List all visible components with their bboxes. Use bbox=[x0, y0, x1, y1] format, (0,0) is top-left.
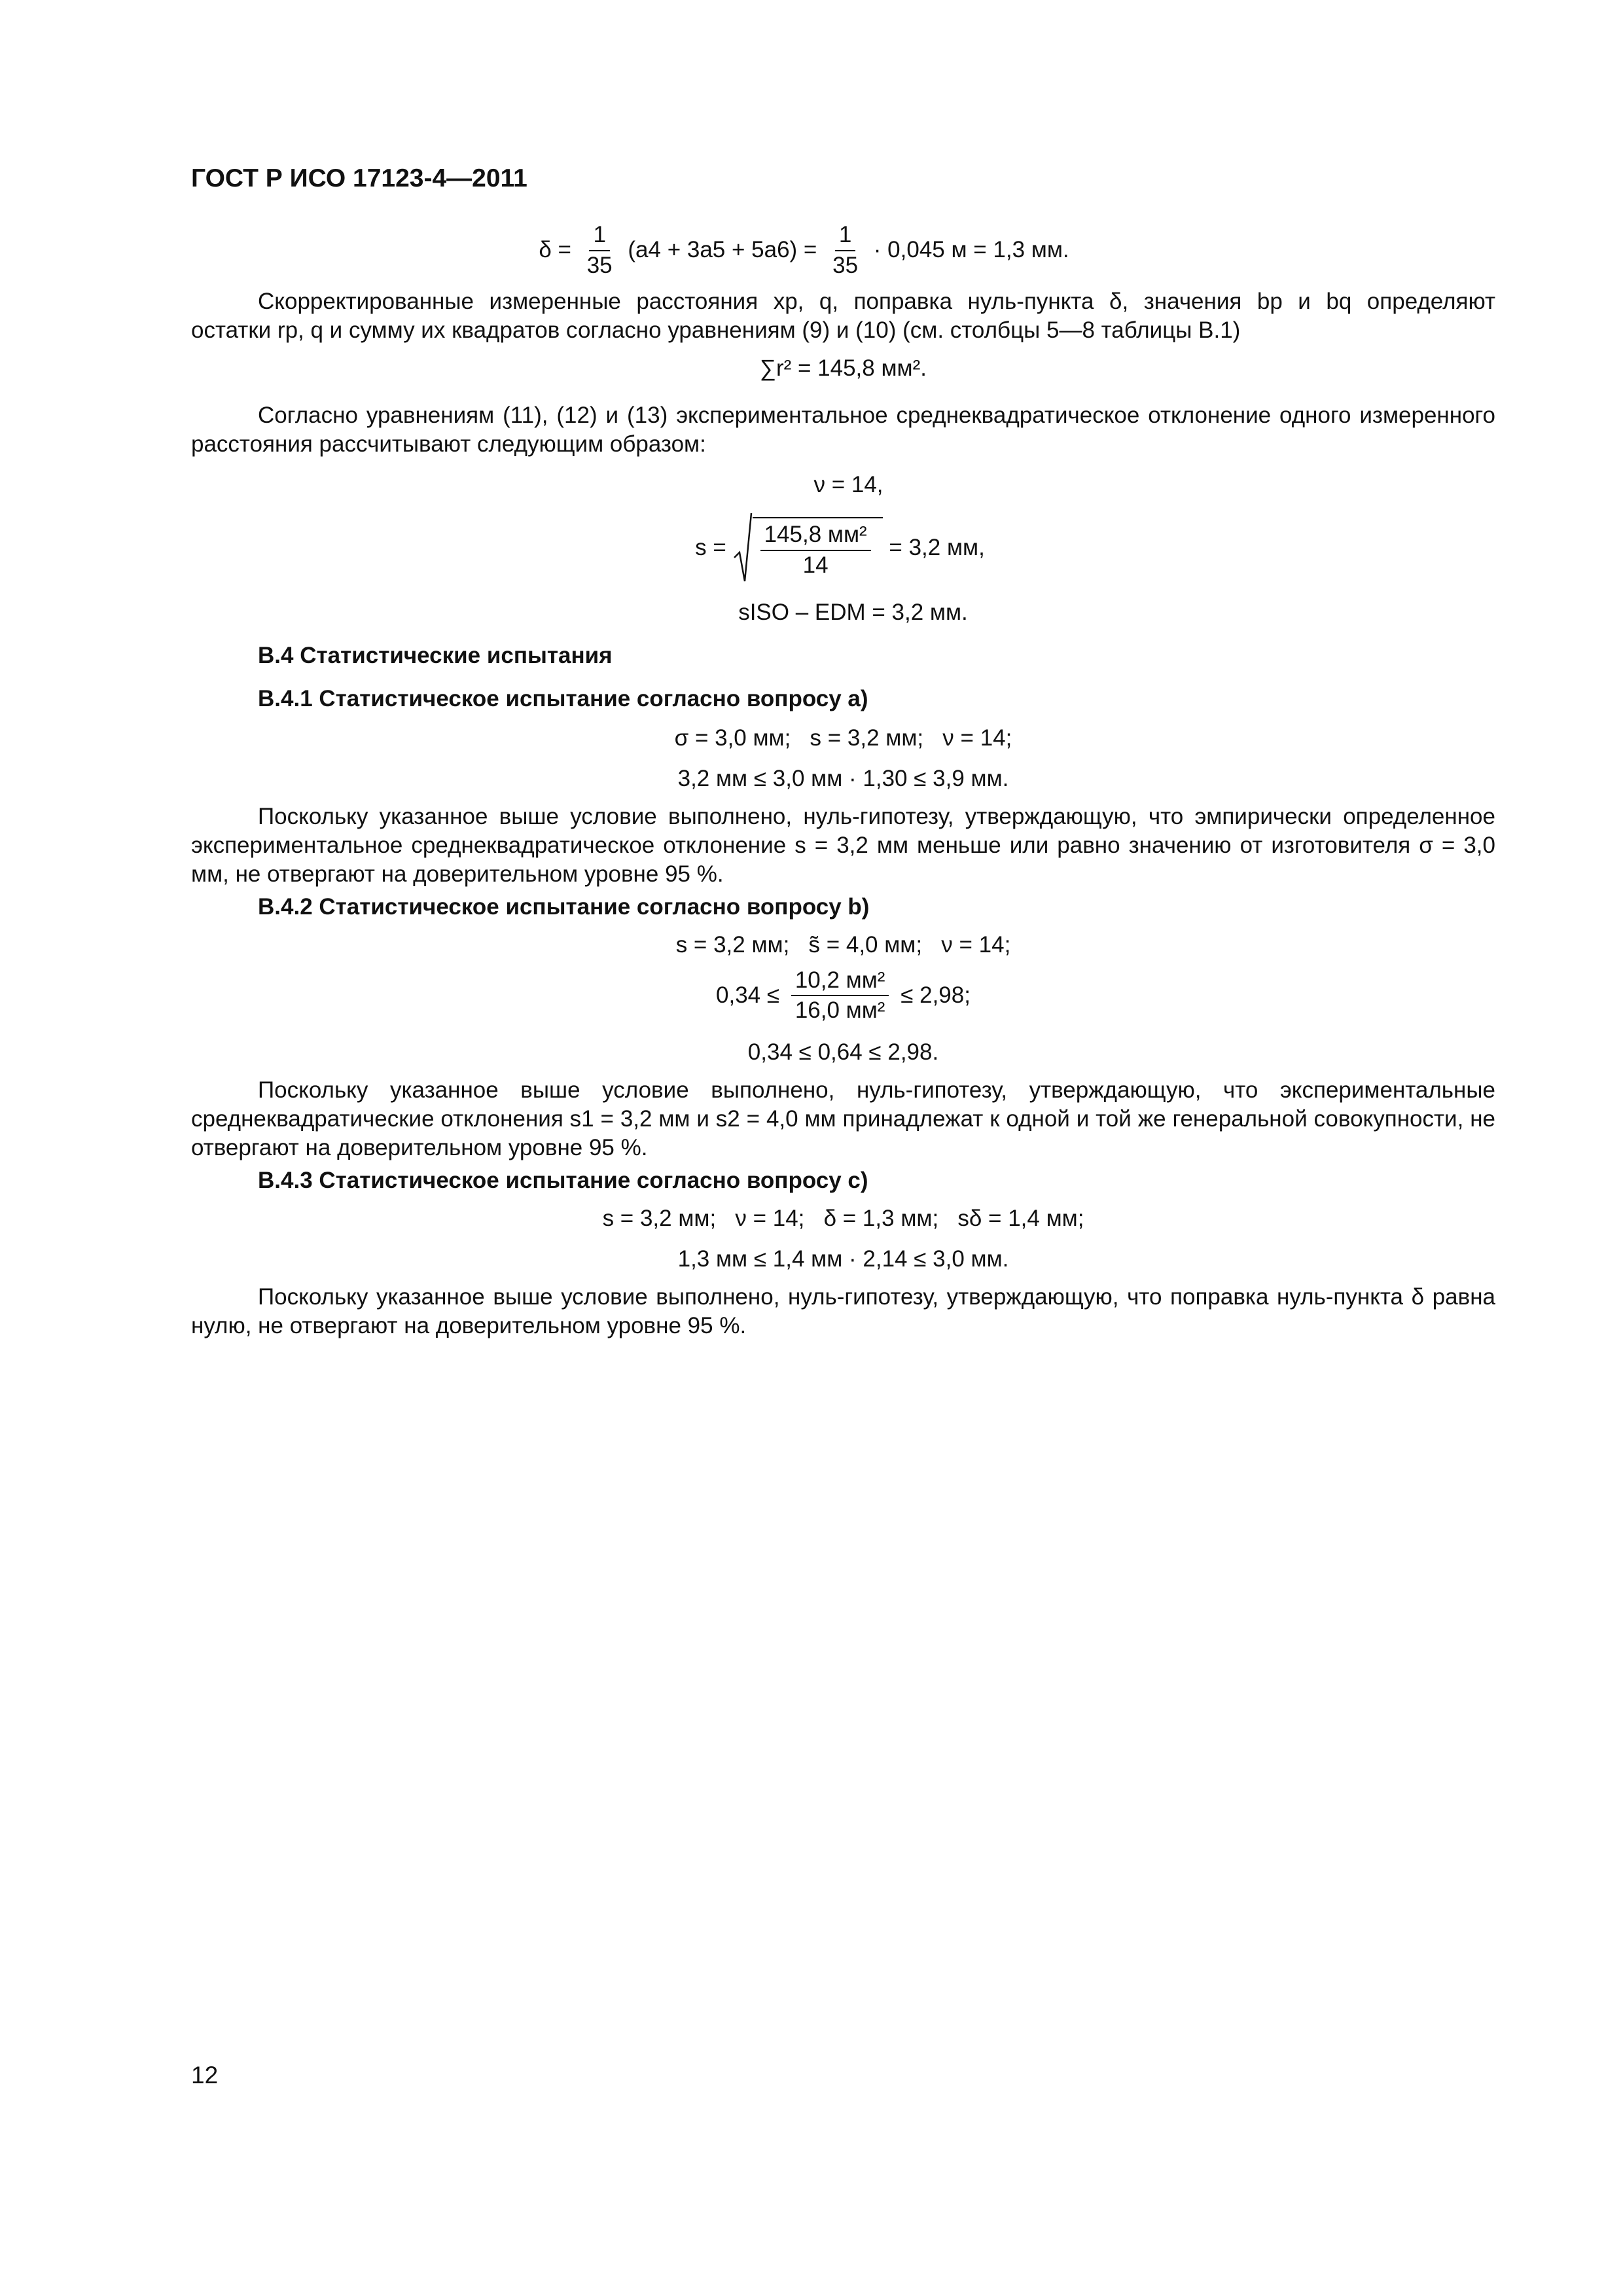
equation-b42-rhs: ≤ 2,98; bbox=[901, 982, 971, 1008]
radical-sign-icon bbox=[733, 512, 753, 584]
equation-delta-fraction-2 bbox=[829, 223, 862, 278]
fraction-numerator: 1 bbox=[589, 223, 609, 251]
equation-b43-inequality: 1,3 мм ≤ 1,4 мм · 2,14 ≤ 3,0 мм. bbox=[677, 1246, 1009, 1272]
paragraph-b41-conclusion: Поскольку указанное выше условие выполнено, нуль-гипотезу, утверждающую, что эмпирически определенное экспериментальное среднеквадратическое отклонение s = 3,2 мм меньше или равно значению от изготовителя σ = 3,0 мм, не отвергают на доверительном уровне 95 %. bbox=[191, 804, 1495, 888]
equation-s bbox=[185, 512, 1495, 584]
fraction-denominator: 16,0 мм² bbox=[794, 997, 885, 1023]
paragraph-line-1: Скорректированные измеренные расстояния xp, q, поправка нуль-пункта δ, значения bp и bq определяют bbox=[258, 289, 1495, 314]
fraction-denominator: 35 bbox=[586, 252, 613, 278]
page-number: 12 bbox=[191, 2062, 219, 2089]
equation-delta-rhs: · 0,045 м = 1,3 мм. bbox=[873, 237, 1069, 263]
fraction-numerator: 10,2 мм² bbox=[791, 968, 889, 997]
equation-s-iso-edm: sISO – EDM = 3,2 мм. bbox=[738, 599, 968, 625]
paragraph-b43-conclusion: Поскольку указанное выше условие выполнено, нуль-гипотезу, утверждающую, что поправка нуль-пункта δ равна нулю, не отвергают на доверительном уровне 95 %. bbox=[191, 1284, 1495, 1339]
equation-b43-values: s = 3,2 мм; ν = 14; δ = 1,3 мм; sδ = 1,4 мм; bbox=[602, 1205, 1084, 1231]
equation-b42-result: 0,34 ≤ 0,64 ≤ 2,98. bbox=[747, 1039, 939, 1065]
document-header-title: ГОСТ Р ИСО 17123-4—2011 bbox=[191, 164, 527, 192]
section-heading-b4: B.4 Статистические испытания bbox=[258, 642, 613, 668]
equation-delta bbox=[113, 223, 1495, 278]
document-content bbox=[191, 223, 1495, 1340]
fraction-numerator: 145,8 мм² bbox=[760, 522, 871, 551]
fraction-denominator: 14 bbox=[802, 552, 829, 578]
equation-s-fraction bbox=[760, 522, 871, 578]
paragraph-experimental-deviation: Согласно уравнениям (11), (12) и (13) экспериментальное среднеквадратическое отклонение одного измеренного расстояния рассчитывают следующим образом: bbox=[191, 403, 1495, 457]
equation-delta-middle: (a4 + 3a5 + 5a6) = bbox=[628, 237, 817, 263]
paragraph-corrected-distances-line-2: остатки rp, q и сумму их квадратов согласно уравнениям (9) и (10) (см. столбцы 5—8 таблицы B.1) bbox=[191, 317, 1241, 344]
equation-b41-inequality: 3,2 мм ≤ 3,0 мм · 1,30 ≤ 3,9 мм. bbox=[677, 765, 1009, 791]
equation-delta-lhs: δ = bbox=[539, 237, 571, 263]
equation-s-lhs: s = bbox=[695, 534, 726, 560]
paragraph-corrected-distances bbox=[191, 287, 1495, 316]
square-root bbox=[733, 512, 883, 584]
equation-sum-squares: ∑r² = 145,8 мм². bbox=[760, 355, 927, 382]
equation-b42-values: s = 3,2 мм; s̃ = 4,0 мм; ν = 14; bbox=[675, 932, 1011, 958]
equation-delta-fraction-1 bbox=[583, 223, 616, 278]
section-heading-b41: B.4.1 Статистическое испытание согласно вопросу a) bbox=[258, 685, 868, 711]
fraction-denominator: 35 bbox=[832, 252, 859, 278]
square-root-body bbox=[753, 517, 883, 578]
equation-s-rhs: = 3,2 мм, bbox=[889, 534, 985, 560]
section-heading-b43: B.4.3 Статистическое испытание согласно вопросу c) bbox=[258, 1167, 868, 1193]
equation-b42-lhs: 0,34 ≤ bbox=[716, 982, 780, 1008]
fraction-numerator: 1 bbox=[835, 223, 855, 251]
equation-nu: ν = 14, bbox=[813, 472, 883, 498]
equation-b42-fraction bbox=[791, 968, 889, 1024]
equation-b42-ratio bbox=[191, 968, 1495, 1024]
paragraph-b42-conclusion: Поскольку указанное выше условие выполнено, нуль-гипотезу, утверждающую, что экспериментальные среднеквадратические отклонения s1 = 3,2 мм и s2 = 4,0 мм принадлежат к одной и той же генеральной совокупности, не отвергают на доверительном уровне 95 %. bbox=[191, 1077, 1495, 1160]
section-heading-b42: B.4.2 Статистическое испытание согласно вопросу b) bbox=[258, 894, 870, 920]
equation-b41-values: σ = 3,0 мм; s = 3,2 мм; ν = 14; bbox=[674, 725, 1012, 751]
